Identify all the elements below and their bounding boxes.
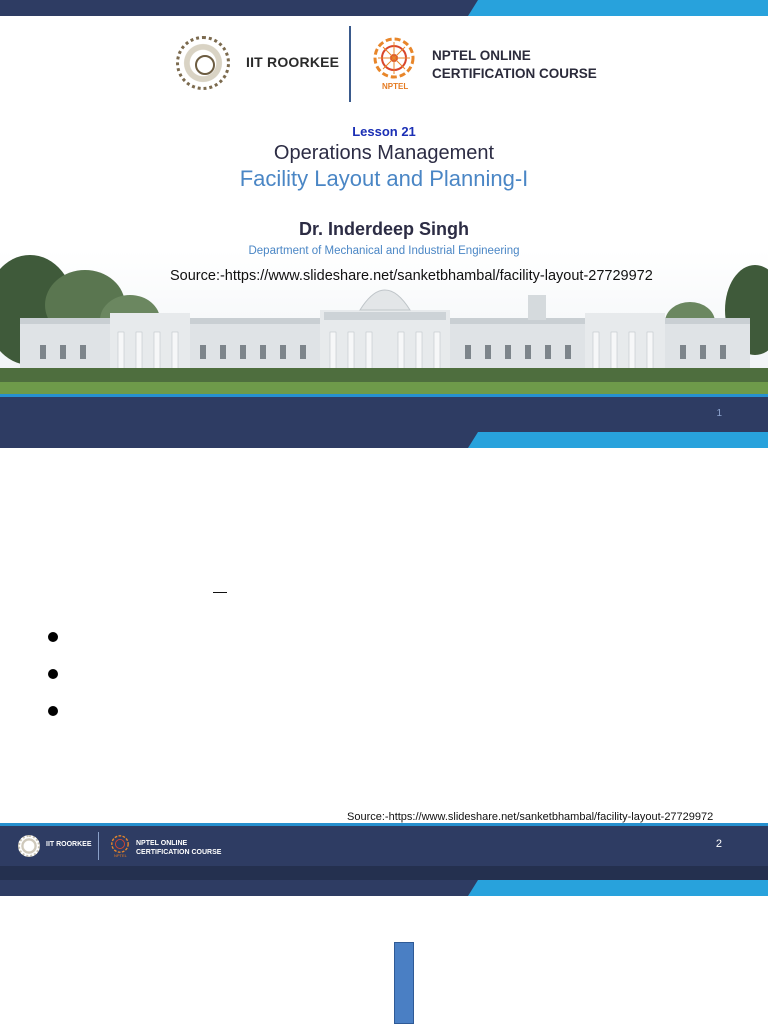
header-accent-stripe <box>468 432 768 448</box>
content-slide <box>0 432 768 880</box>
page-number: 1 <box>716 408 722 419</box>
course-name: Operations Management <box>273 142 495 164</box>
top-header-bar <box>0 432 768 448</box>
nptel-logo-icon <box>372 36 416 80</box>
author-name: Dr. Inderdeep Singh <box>298 219 470 239</box>
bullet-icon <box>48 632 58 642</box>
department-name: Department of Mechanical and Industrial Engineering <box>248 245 520 257</box>
lecture-title: Facility Layout and Planning-I <box>239 166 529 191</box>
next-slide <box>0 880 768 1024</box>
lesson-number: Lesson 21 <box>352 124 416 139</box>
bullet-icon <box>48 669 58 679</box>
source-citation: Source:-https://www.slideshare.net/sanketbhambal/facility-layout-27729972 <box>347 811 714 823</box>
footer-bottom-strip <box>0 866 768 880</box>
header-accent-stripe <box>468 0 768 16</box>
page-number: 2 <box>715 838 722 850</box>
footer-nptel-course-name <box>136 839 221 857</box>
iit-roorkee-seal-icon <box>176 36 230 90</box>
footer-nptel-line-2: CERTIFICATION COURSE <box>136 849 222 856</box>
footer-institute-name: IIT ROORKEE <box>46 841 92 848</box>
institute-name: IIT ROORKEE <box>246 54 340 70</box>
source-citation: Source:-https://www.slideshare.net/sanketbhambal/facility-layout-27729972 <box>170 268 653 284</box>
footer-nptel-caption: NPTEL <box>114 853 127 858</box>
logo-row <box>0 24 768 104</box>
nptel-logo-icon <box>110 834 130 854</box>
footer-logo-divider <box>98 832 99 860</box>
nptel-caption: NPTEL <box>382 82 409 91</box>
logo-divider <box>349 26 351 102</box>
title-slide <box>0 0 768 432</box>
bottom-band <box>0 397 768 432</box>
nptel-line-1: NPTEL ONLINE <box>432 48 531 63</box>
iit-roorkee-seal-icon <box>18 835 40 857</box>
band-blue-edge <box>0 394 768 397</box>
dash-mark <box>213 592 227 593</box>
footer-band <box>0 826 768 866</box>
header-accent-stripe <box>468 880 768 896</box>
nptel-course-name <box>432 47 597 83</box>
bullet-icon <box>48 706 58 716</box>
footer-nptel-line-1: NPTEL ONLINE <box>136 840 188 847</box>
top-header-bar <box>0 880 768 896</box>
band-blue-edge <box>0 823 768 826</box>
nptel-line-2: CERTIFICATION COURSE <box>432 66 597 81</box>
blue-rectangle-shape <box>394 942 414 1024</box>
top-header-bar <box>0 0 768 16</box>
